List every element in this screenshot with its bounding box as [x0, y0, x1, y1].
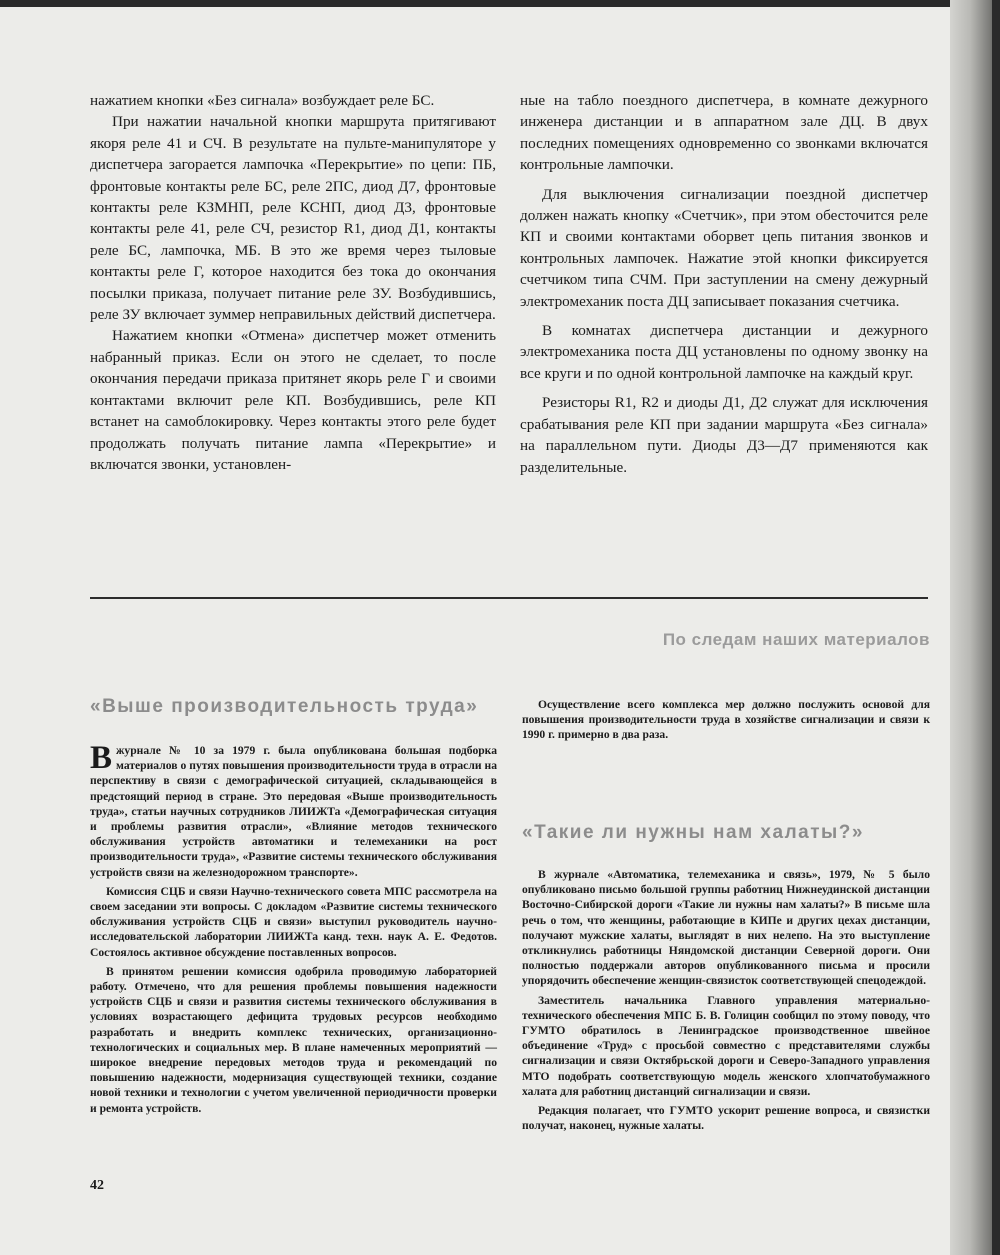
- article-title: «Выше производительность труда»: [90, 696, 479, 717]
- body-paragraph: При нажатии начальной кнопки маршрута притягивают якоря реле 41 и СЧ. В результате на пульте-манипуляторе у диспетчера загорается лампочка «Перекрытие» по цепи: ПБ, фронтовые контакты реле БС, реле 2ПС, диод Д7, фронтовые контакты реле КЗМНП, реле КСНП, диод Д3, фронтовые контакты реле 41, реле СЧ, резистор R1, диод Д1, контакты реле БС, лампочка, МБ. В это же время через тыловые контакты реле Г, которое находится без тока до окончания посылки приказа, получает питание реле ЗУ. Возбудившись, реле ЗУ включает зуммер неправильных действий диспетчера.: [90, 113, 496, 324]
- article-paragraph: Заместитель начальника Главного управления материально-технического обеспечения МПС Б. В. Голицин сообщил по этому поводу, что ГУМТО обратилось в Ленинградское производственное швейное объединение «Труд» с просьбой совместно с представителями службы сигнализации и связи Октябрьской дороги и Северо-Западного управления МТО подобрать соответствующую модель женского хлопчатобумажного халата для работниц дистанций сигнализации и связи.: [522, 993, 930, 1098]
- article-paragraph-text: журнале № 10 за 1979 г. была опубликована большая подборка материалов о путях повышения производительности труда в отрасли на перспективу в связи с демографической ситуацией, складывающейся в предстоящий период в стране. Это передовая «Выше производительность труда», статьи научных сотрудников ЛИИЖТа «Демографическая ситуация и проблемы развития отрасли», «Влияние методов технического обслуживания устройств автоматики и телемеханики на рост производительности труда», «Развитие системы технического обслуживания устройств связи на железнодорожном транспорте».: [90, 744, 497, 879]
- article-paragraph: Редакция полагает, что ГУМТО ускорит решение вопроса, и связистки получат, наконец, нужные халаты.: [522, 1104, 930, 1133]
- article-paragraph: В принятом решении комиссия одобрила проводимую лабораторией работу. Отмечено, что для решения проблемы повышения надежности устройств СЦБ и связи и развития системы технического обслуживания в условиях возрастающего дефицита трудовых ресурсов необходимо разработать и внедрить комплекс технических, организационно-технологических и социальных мер. В плане намеченных мероприятий — широкое внедрение передовых методов труда и рекомендаций по повышению надежности, модернизация существующей техники, создание новой техники и технологии с учетом увеличенной периодичности проверки и ремонта устройств.: [90, 964, 497, 1115]
- page-number: 42: [90, 1178, 104, 1193]
- body-paragraph: ные на табло поездного диспетчера, в комнате дежурного инженера дистанции и в аппаратном зале ДЦ. В двух последних помещениях одновременно со звонками включатся контрольные лампочки.: [520, 92, 928, 174]
- article-paragraph: Осуществление всего комплекса мер должно послужить основой для повышения производительности труда в хозяйстве сигнализации и связи к 1990 г. примерно в два раза.: [522, 698, 930, 742]
- article-title: «Такие ли нужны нам халаты?»: [522, 822, 864, 843]
- body-paragraph: нажатием кнопки «Без сигнала» возбуждает реле БС.: [90, 92, 435, 109]
- article1-left-column: [90, 740, 497, 1116]
- body-paragraph: Резисторы R1, R2 и диоды Д1, Д2 служат для исключения срабатывания реле КП при задании маршрута «Без сигнала» на параллельном пути. Диоды Д3—Д7 применяются как разделительные.: [520, 394, 928, 476]
- article1-continuation: [522, 697, 930, 743]
- body-paragraph: Для выключения сигнализации поездной диспетчер должен нажать кнопку «Счетчик», при этом обесточится реле КП и своими контактами оборвет цепь питания звонков и контрольных лампочек. Нажатие этой кнопки фиксируется счетчиком типа СЧМ. При заступлении на смену дежурный электромеханик поста ДЦ записывает показания счетчика.: [520, 185, 928, 310]
- article2-column: [522, 867, 930, 1133]
- body-paragraph: В комнатах диспетчера дистанции и дежурного электромеханика поста ДЦ установлены по одному звонку на все круги и по одной контрольной лампочке на каждый круг.: [520, 322, 928, 382]
- body-paragraph: Нажатием кнопки «Отмена» диспетчер может отменить набранный приказ. Если он этого не сделает, то после окончания передачи приказа притянет якорь реле Г и своими контактами включит реле КП. Возбудившись, реле КП встанет на самоблокировку. Через контакты этого реле будет продолжать получать питание лампа «Перекрытие» и включатся звонки, установлен-: [90, 327, 496, 473]
- scan-right-edge: [992, 0, 1000, 1255]
- article-paragraph: Комиссия СЦБ и связи Научно-технического совета МПС рассмотрела на своем заседании эти вопросы. С докладом «Развитие системы технического обслуживания устройств СЦБ и связи» выступил руководитель научно-исследовательской лаборатории ЛИИЖТа канд. техн. наук А. Е. Федотов. Состоялось активное обсуждение поставленных вопросов.: [90, 884, 497, 959]
- article-paragraph: [90, 740, 497, 880]
- drop-cap: В: [90, 740, 113, 776]
- section-rubric: По следам наших материалов: [662, 630, 930, 649]
- top-article-left-column: [90, 90, 496, 475]
- scan-top-edge: [0, 0, 1000, 7]
- section-divider: [90, 597, 928, 599]
- article-paragraph: В журнале «Автоматика, телемеханика и связь», 1979, № 5 было опубликовано письмо большой группы работниц Нижнеудинской дистанции Восточно-Сибирской дороги «Такие ли нужны нам халаты?» В письме шла речь о том, что женщины, работающие в КИПе и других цехах дистанции, получают мужские халаты, выглядят в них нелепо. На это выступление откликнулись работницы Няндомской дистанции Северной дороги. Они полностью поддержали авторов опубликованного письма и просили упорядочить обеспечение женщин-связисток соответствующей спецодеждой.: [522, 868, 930, 988]
- top-article-right-column: [520, 90, 928, 478]
